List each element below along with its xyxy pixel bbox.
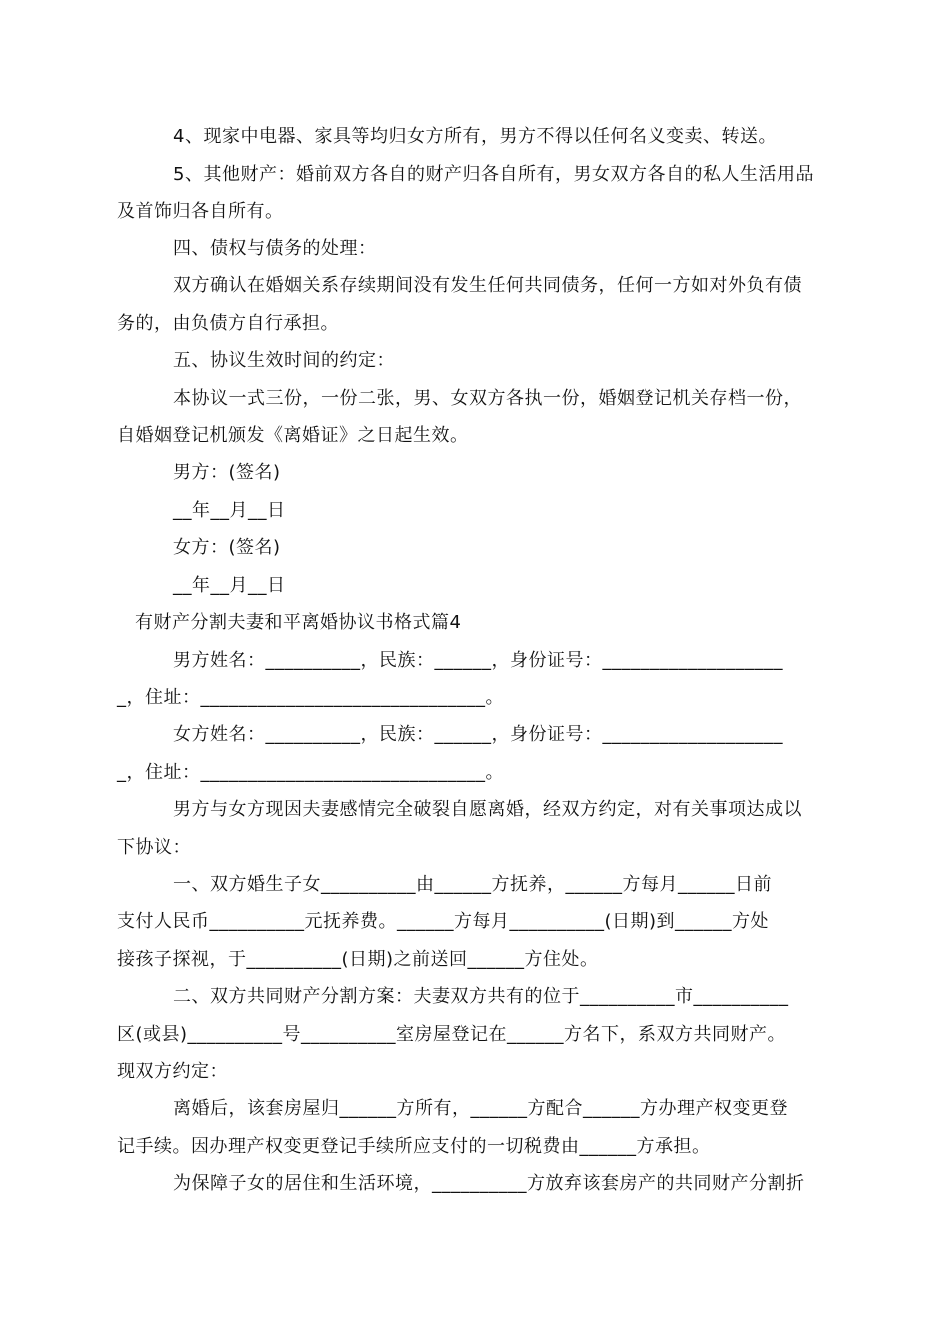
house-ownership-paragraph: 离婚后，该套房屋归______方所有，______方配合______方办理产权变更登	[173, 1098, 788, 1119]
clause-2-property-plan: 二、双方共同财产分割方案：夫妻双方共有的位于__________市__________	[173, 986, 789, 1007]
clause-2-agreement-lead: 现双方约定：	[117, 1061, 228, 1082]
male-signature-label: 男方：(签名)	[173, 462, 281, 483]
female-signature-label: 女方：(签名)	[173, 537, 281, 558]
intro-paragraph: 男方与女方现因夫妻感情完全破裂自愿离婚，经双方约定，对有关事项达成以	[173, 799, 802, 820]
clause-4-appliances: 4、现家中电器、家具等均归女方所有，男方不得以任何名义变卖、转送。	[173, 126, 777, 147]
intro-paragraph-continuation: 下协议：	[117, 837, 191, 858]
clause-1-visitation: 接孩子探视，于__________(日期)之前送回______方住处。	[117, 949, 599, 970]
female-address-line: _，住址：______________________________。	[117, 762, 504, 783]
effective-paragraph-continuation: 自婚姻登记机颁发《离婚证》之日起生效。	[117, 425, 469, 446]
male-signature-date: __年__月__日	[173, 500, 286, 521]
section-debts-heading: 四、债权与债务的处理：	[173, 238, 377, 259]
children-housing-paragraph: 为保障子女的居住和生活环境，__________方放弃该套房产的共同财产分割折	[173, 1173, 805, 1194]
clause-2-property-details: 区(或县)__________号__________室房屋登记在______方名下，系双方共同财产。	[117, 1024, 787, 1045]
male-info-line: 男方姓名：__________，民族：______，身份证号：___________________	[173, 650, 783, 671]
debts-paragraph: 双方确认在婚姻关系存续期间没有发生任何共同债务，任何一方如对外负有债	[173, 275, 802, 296]
clause-1-child-custody: 一、双方婚生子女__________由______方抚养，______方每月______日前	[173, 874, 772, 895]
clause-5-other-property: 5、其他财产：婚前双方各自的财产归各自所有，男女双方各自的私人生活用品	[173, 164, 814, 185]
clause-5-continuation: 及首饰归各自所有。	[117, 201, 284, 222]
debts-paragraph-continuation: 务的，由负债方自行承担。	[117, 313, 339, 334]
female-info-line: 女方姓名：__________，民族：______，身份证号：___________________	[173, 724, 783, 745]
female-signature-date: __年__月__日	[173, 575, 286, 596]
clause-1-child-support: 支付人民币__________元抚养费。______方每月__________(日期)到______方处	[117, 911, 770, 932]
effective-paragraph: 本协议一式三份，一份二张，男、女双方各执一份，婚姻登记机关存档一份，	[173, 388, 802, 409]
male-address-line: _，住址：______________________________。	[117, 687, 504, 708]
house-ownership-continuation: 记手续。因办理产权变更登记手续所应支付的一切税费由______方承担。	[117, 1136, 711, 1157]
section-effective-heading: 五、协议生效时间的约定：	[173, 350, 395, 371]
section-title-part-4: 有财产分割夫妻和平离婚协议书格式篇4	[135, 612, 462, 633]
